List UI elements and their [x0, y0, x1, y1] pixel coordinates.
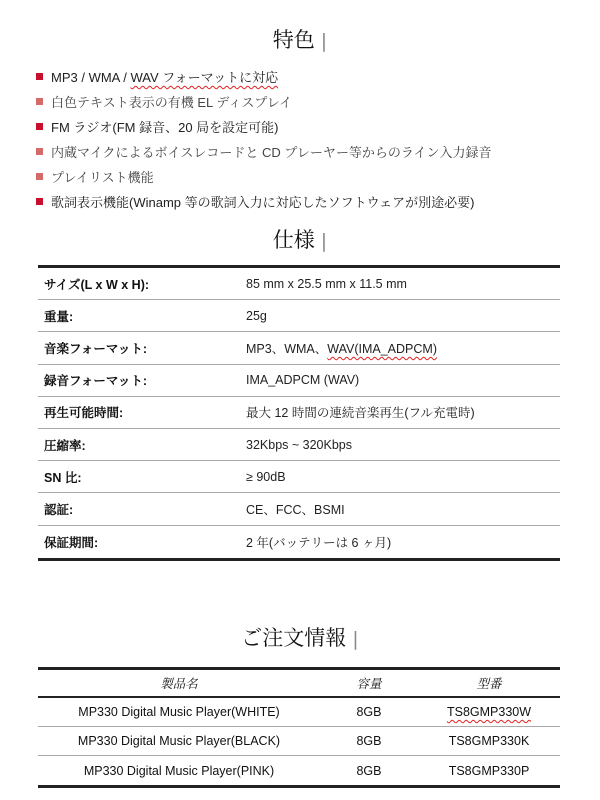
feature-item [36, 164, 576, 189]
spec-title: 仕様 [272, 228, 315, 252]
spec-value [246, 470, 560, 484]
feature-text-main: FM ラジオ(FM 録音、20 局を設定可能) [51, 120, 279, 135]
feature-item [36, 139, 576, 164]
features-list [36, 64, 576, 214]
spec-row [38, 365, 560, 397]
spec-value-marked: WAV(IMA_ADPCM) [327, 341, 437, 356]
product-capacity: 8GB [356, 734, 382, 748]
product-model-text: TS8GMP330K [448, 734, 530, 748]
order-title: ご注文情報 [241, 626, 347, 650]
header-capacity: 容量 [356, 677, 382, 691]
feature-text [51, 67, 278, 86]
bullet-square-icon [36, 148, 43, 155]
spec-value [246, 438, 560, 452]
feature-item [36, 189, 576, 214]
spec-value-text: 85 mm x 25.5 mm x 11.5 mm [246, 276, 407, 291]
feature-text [51, 117, 279, 136]
spec-value [246, 339, 560, 357]
order-header-row [38, 670, 560, 698]
spec-value [246, 533, 560, 551]
spec-value-text: 32Kbps ~ 320Kbps [246, 437, 352, 452]
title-divider: | [320, 30, 328, 52]
spec-value-text: 最大 12 時間の連続音楽再生(フル充電時) [246, 406, 475, 421]
bullet-square-icon [36, 198, 43, 205]
product-model [418, 764, 560, 778]
spec-row [38, 300, 560, 332]
feature-text-main: プレイリスト機能 [51, 170, 154, 185]
feature-text-main: 内蔵マイクによるボイスレコードと CD プレーヤー等からのライン入力録音 [51, 145, 492, 160]
spec-label: 再生可能時間: [44, 406, 124, 421]
spec-label: 音楽フォーマット: [44, 341, 148, 356]
spec-row [38, 493, 560, 525]
title-divider: | [320, 230, 328, 252]
product-capacity: 8GB [356, 763, 382, 778]
spec-table [38, 265, 560, 561]
product-model-text: TS8GMP330W [446, 705, 532, 719]
spec-label: 認証: [44, 502, 74, 517]
spec-value [246, 373, 560, 387]
spec-value [246, 309, 560, 323]
product-model [418, 734, 560, 748]
spec-label: 重量: [44, 309, 74, 324]
spec-value-text: 2 年(バッテリーは 6 ヶ月) [246, 535, 392, 550]
bullet-square-icon [36, 123, 43, 130]
order-heading [0, 622, 600, 652]
product-capacity: 8GB [356, 705, 382, 719]
feature-item [36, 114, 576, 139]
spec-value [246, 500, 560, 518]
spec-label: 保証期間: [44, 535, 99, 550]
spec-label: 録音フォーマット: [44, 374, 148, 389]
order-row [38, 698, 560, 727]
bullet-square-icon [36, 98, 43, 105]
bullet-square-icon [36, 173, 43, 180]
spec-value-text: 25g [246, 308, 267, 323]
feature-text-main: MP3 / WMA / [51, 70, 131, 85]
spec-label: 圧縮率: [44, 438, 86, 453]
spec-value-text: CE、FCC、BSMI [246, 502, 345, 517]
order-row [38, 727, 560, 756]
header-model: 型番 [476, 677, 502, 691]
product-name: MP330 Digital Music Player(BLACK) [77, 734, 281, 748]
spec-row [38, 461, 560, 493]
product-name: MP330 Digital Music Player(WHITE) [78, 705, 280, 719]
feature-text [51, 167, 154, 186]
order-row [38, 756, 560, 785]
feature-text-marked: WAV フォーマットに対応 [130, 70, 279, 85]
product-name: MP330 Digital Music Player(PINK) [83, 763, 275, 778]
features-heading [0, 24, 600, 54]
spec-value [246, 403, 560, 421]
feature-text-main: 白色テキスト表示の有機 EL ディスプレイ [51, 95, 293, 110]
feature-text-main: 歌詞表示機能(Winamp 等の歌詞入力に対応したソフトウェアが別途必要) [51, 195, 475, 210]
spec-row [38, 397, 560, 429]
feature-text [51, 92, 292, 111]
product-model-text: TS8GMP330P [448, 763, 530, 778]
title-divider: | [352, 628, 359, 650]
spec-label: SN 比: [44, 470, 82, 485]
features-title: 特色 [272, 28, 315, 52]
feature-item [36, 89, 576, 114]
spec-value-text: IMA_ADPCM (WAV) [246, 373, 360, 388]
spec-heading [0, 224, 600, 254]
spec-label: サイズ(L x W x H): [44, 277, 150, 292]
spec-value-text: MP3、WMA、 [246, 341, 328, 356]
spec-row [38, 429, 560, 461]
spec-row [38, 526, 560, 558]
spec-row [38, 268, 560, 300]
bullet-square-icon [36, 73, 43, 80]
order-table [38, 667, 560, 788]
feature-text [51, 142, 491, 161]
feature-item [36, 64, 576, 89]
spec-row [38, 332, 560, 364]
product-model [418, 705, 560, 719]
spec-value-text: ≥ 90dB [246, 469, 286, 484]
feature-text [51, 192, 474, 211]
spec-value [246, 277, 560, 291]
header-product-name: 製品名 [160, 677, 198, 691]
